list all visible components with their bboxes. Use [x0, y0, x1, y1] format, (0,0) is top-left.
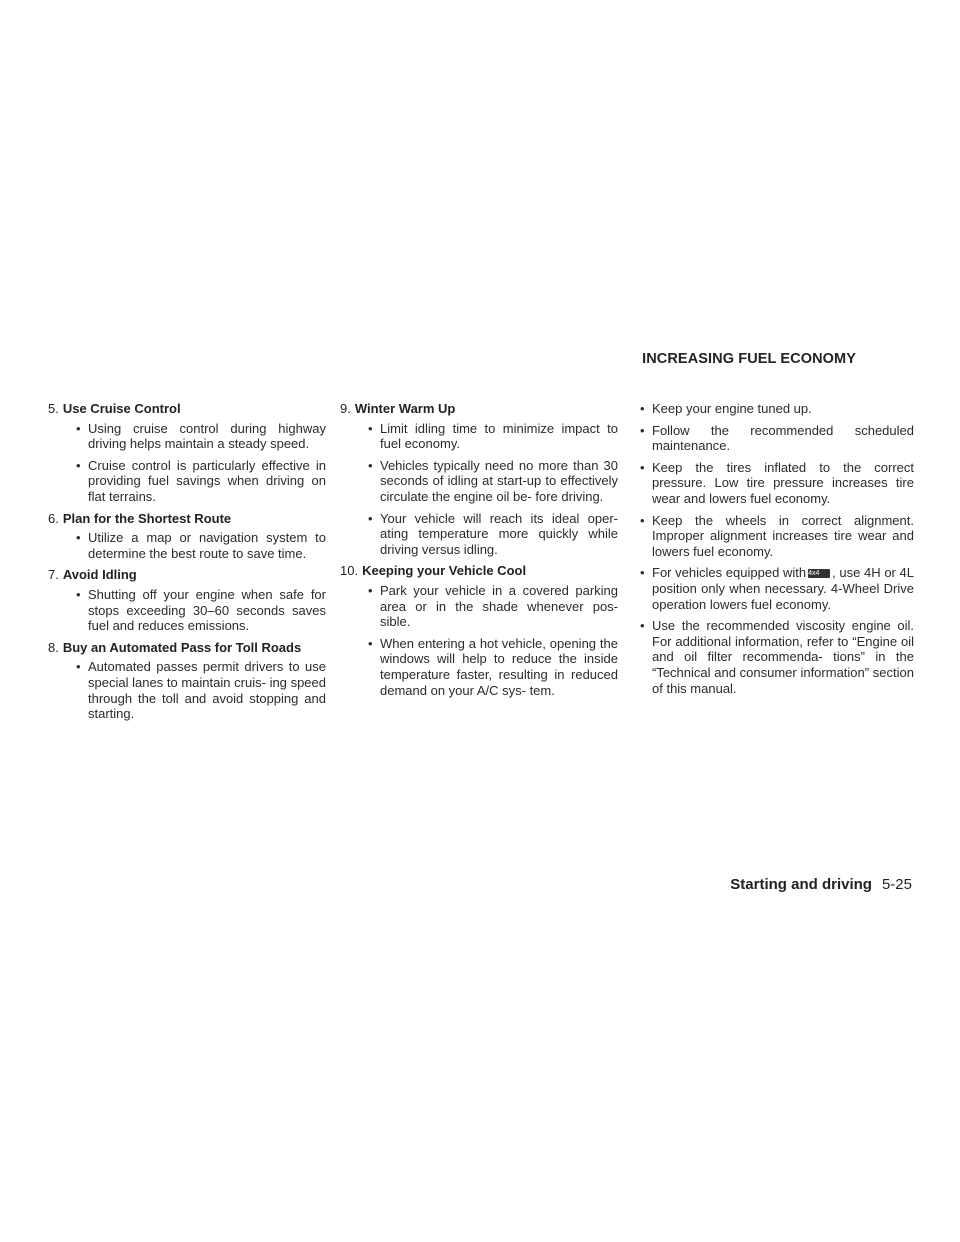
page-footer: [600, 876, 912, 893]
list-item: • Your vehicle will reach its ideal oper- ating temperature more quickly while driving versus idling.: [368, 510, 618, 557]
item-8: [48, 640, 326, 722]
item-10: [340, 563, 618, 698]
list-item: • Vehicles typically need no more than 30 seconds of idling at start-up to effectively circulate the engine oil be- fore driving.: [368, 457, 618, 504]
item-title: Buy an Automated Pass for Toll Roads: [62, 639, 302, 655]
list-item: • Use the recommended viscosity engine oil. For additional information, refer to “Engine oil and oil filter recommenda- tions” in the “Technical and consumer information” section of this manual.: [640, 618, 914, 696]
item-5: [48, 401, 326, 505]
list-item: • Park your vehicle in a covered parking area or in the shade whenever pos- sible.: [368, 582, 618, 630]
four-wheel-drive-icon: 4x4: [808, 569, 830, 578]
item-title: Avoid Idling: [62, 567, 137, 583]
item-title: Plan for the Shortest Route: [62, 510, 232, 526]
page-number: 5-25: [881, 876, 912, 893]
item-6: [48, 511, 326, 562]
item-number: 6.: [48, 510, 59, 526]
chapter-title: Starting and driving: [730, 876, 872, 893]
item-title: Winter Warm Up: [354, 401, 456, 416]
item-title: Keeping your Vehicle Cool: [362, 563, 527, 579]
list-item: • For vehicles equipped with 4x4 , use 4H or 4L position only when necessary. 4-Wheel Drive operation lowers fuel economy.: [640, 565, 915, 612]
list-item: • Automated passes permit drivers to use special lanes to maintain cruis- ing speed through the toll and avoid stopping and starting.: [76, 659, 326, 722]
column-3: [636, 401, 914, 702]
list-item: • Follow the recommended scheduled maintenance.: [640, 422, 914, 454]
item-9: [340, 401, 618, 557]
item-number: 7.: [48, 567, 59, 583]
item-number: 8.: [48, 639, 59, 655]
list-item: • Limit idling time to minimize impact to fuel economy.: [368, 420, 618, 452]
item-7: [48, 567, 326, 633]
list-item: • Utilize a map or navigation system to determine the best route to save time.: [76, 530, 326, 561]
item-number: 10.: [340, 563, 359, 579]
item-title: Use Cruise Control: [62, 401, 181, 416]
list-item: • Keep the wheels in correct alignment. Improper alignment increases tire wear and lowers fuel economy.: [640, 512, 914, 559]
item-number: 9.: [340, 401, 351, 416]
column-1: [48, 401, 326, 728]
list-item: • Cruise control is particularly effective in providing fuel savings when driving on flat terrains.: [76, 457, 326, 504]
list-item: • Shutting off your engine when safe for stops exceeding 30–60 seconds saves fuel and reduces emissions.: [76, 586, 326, 634]
column-2: [340, 401, 618, 704]
list-item: • Using cruise control during highway driving helps maintain a steady speed.: [76, 420, 326, 452]
section-title: INCREASING FUEL ECONOMY: [642, 351, 856, 367]
list-item: • Keep the tires inflated to the correct pressure. Low tire pressure increases tire wear and lowers fuel economy.: [640, 459, 914, 506]
list-item: • When entering a hot vehicle, opening the windows will help to reduce the inside temperature faster, resulting in reduced demand on your A/C sys- tem.: [368, 635, 618, 698]
item-number: 5.: [48, 401, 59, 416]
list-item: • Keep your engine tuned up.: [640, 401, 812, 416]
